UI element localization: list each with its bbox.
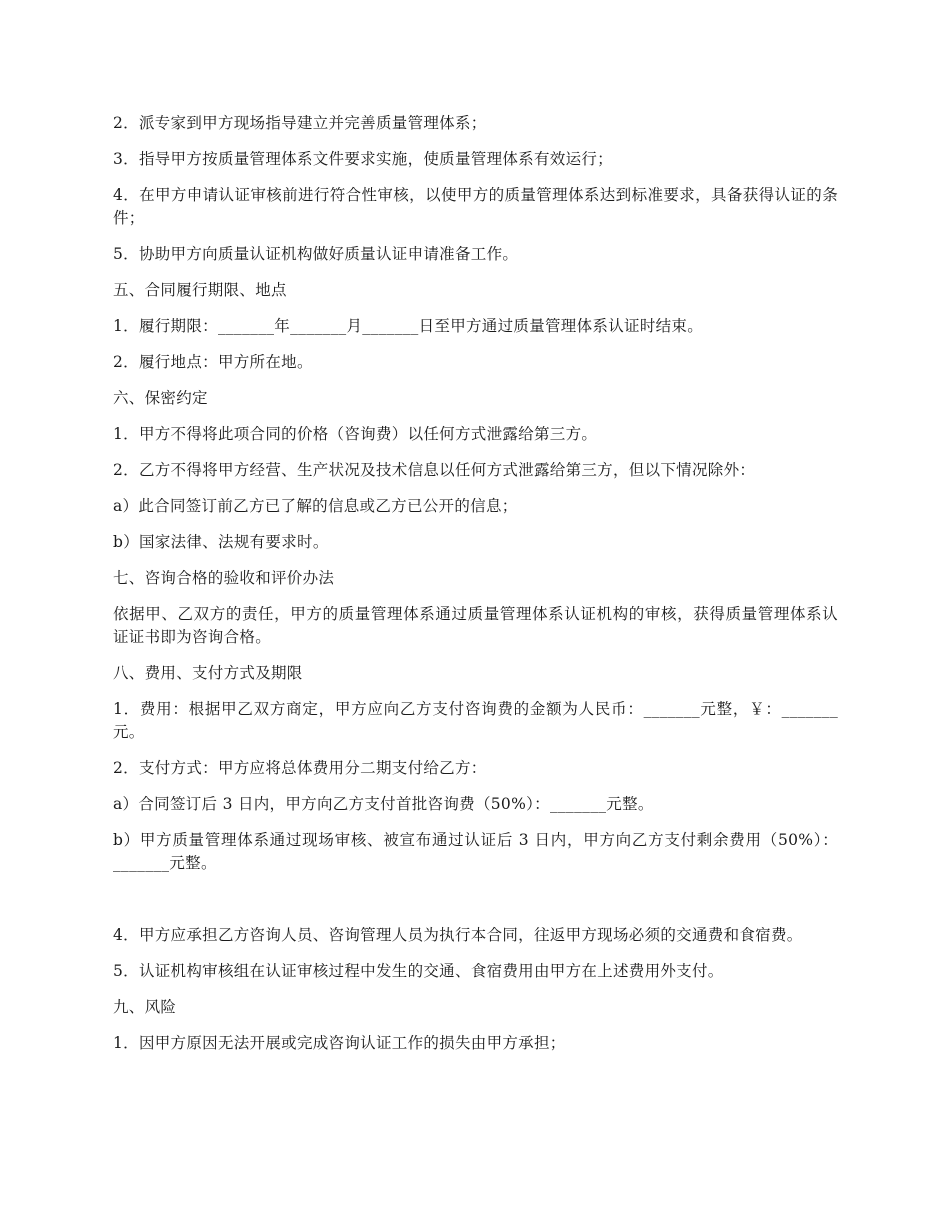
clause-3-guidance: 3．指导甲方按质量管理体系文件要求实施，使质量管理体系有效运行； <box>113 150 613 168</box>
payment-a: a）合同签订后 3 日内，甲方向乙方支付首批咨询费（50%）：_______元整。 <box>113 795 654 813</box>
exception-b: b）国家法律、法规有要求时。 <box>113 533 329 551</box>
clause-2-expert: 2．派专家到甲方现场指导建立并完善质量管理体系； <box>113 114 487 132</box>
section-5-heading: 五、合同履行期限、地点 <box>113 281 287 299</box>
section-9-heading: 九、风险 <box>113 998 177 1016</box>
section-8-heading: 八、费用、支付方式及期限 <box>113 664 303 682</box>
payment-b: b）甲方质量管理体系通过现场审核、被宣布通过认证后 3 日内，甲方向乙方支付剩余费用（50%）：_______元整。 <box>113 831 838 872</box>
clause-fee: 1．费用：根据甲乙双方商定，甲方应向乙方支付咨询费的金额为人民币：_______元整，￥：_______元。 <box>113 700 838 741</box>
clause-5-application: 5．协助甲方向质量认证机构做好质量认证申请准备工作。 <box>113 245 519 263</box>
section-6-heading: 六、保密约定 <box>113 389 208 407</box>
clause-confidential-price: 1．甲方不得将此项合同的价格（咨询费）以任何方式泄露给第三方。 <box>113 425 598 443</box>
document-body <box>113 112 838 1068</box>
clause-payment-method: 2．支付方式：甲方应将总体费用分二期支付给乙方： <box>113 759 487 777</box>
clause-audit-costs: 5．认证机构审核组在认证审核过程中发生的交通、食宿费用由甲方在上述费用外支付。 <box>113 962 724 980</box>
section-7-heading: 七、咨询合格的验收和评价办法 <box>113 569 335 587</box>
acceptance-criteria: 依据甲、乙双方的责任，甲方的质量管理体系通过质量管理体系认证机构的审核，获得质量管理体系认证证书即为咨询合格。 <box>113 605 838 646</box>
clause-location: 2．履行地点：甲方所在地。 <box>113 353 313 371</box>
clause-travel-costs: 4．甲方应承担乙方咨询人员、咨询管理人员为执行本合同，往返甲方现场必须的交通费和食宿费。 <box>113 926 803 944</box>
blank-space <box>113 888 838 924</box>
clause-confidential-info: 2．乙方不得将甲方经营、生产状况及技术信息以任何方式泄露给第三方，但以下情况除外： <box>113 461 756 479</box>
clause-risk-1: 1．因甲方原因无法开展或完成咨询认证工作的损失由甲方承担； <box>113 1034 566 1052</box>
clause-term: 1．履行期限：_______年_______月_______日至甲方通过质量管理体系认证时结束。 <box>113 317 704 335</box>
clause-4-preaudit: 4．在甲方申请认证审核前进行符合性审核，以使甲方的质量管理体系达到标准要求，具备获得认证的条件； <box>113 186 838 227</box>
exception-a: a）此合同签订前乙方已了解的信息或乙方已公开的信息； <box>113 497 518 515</box>
